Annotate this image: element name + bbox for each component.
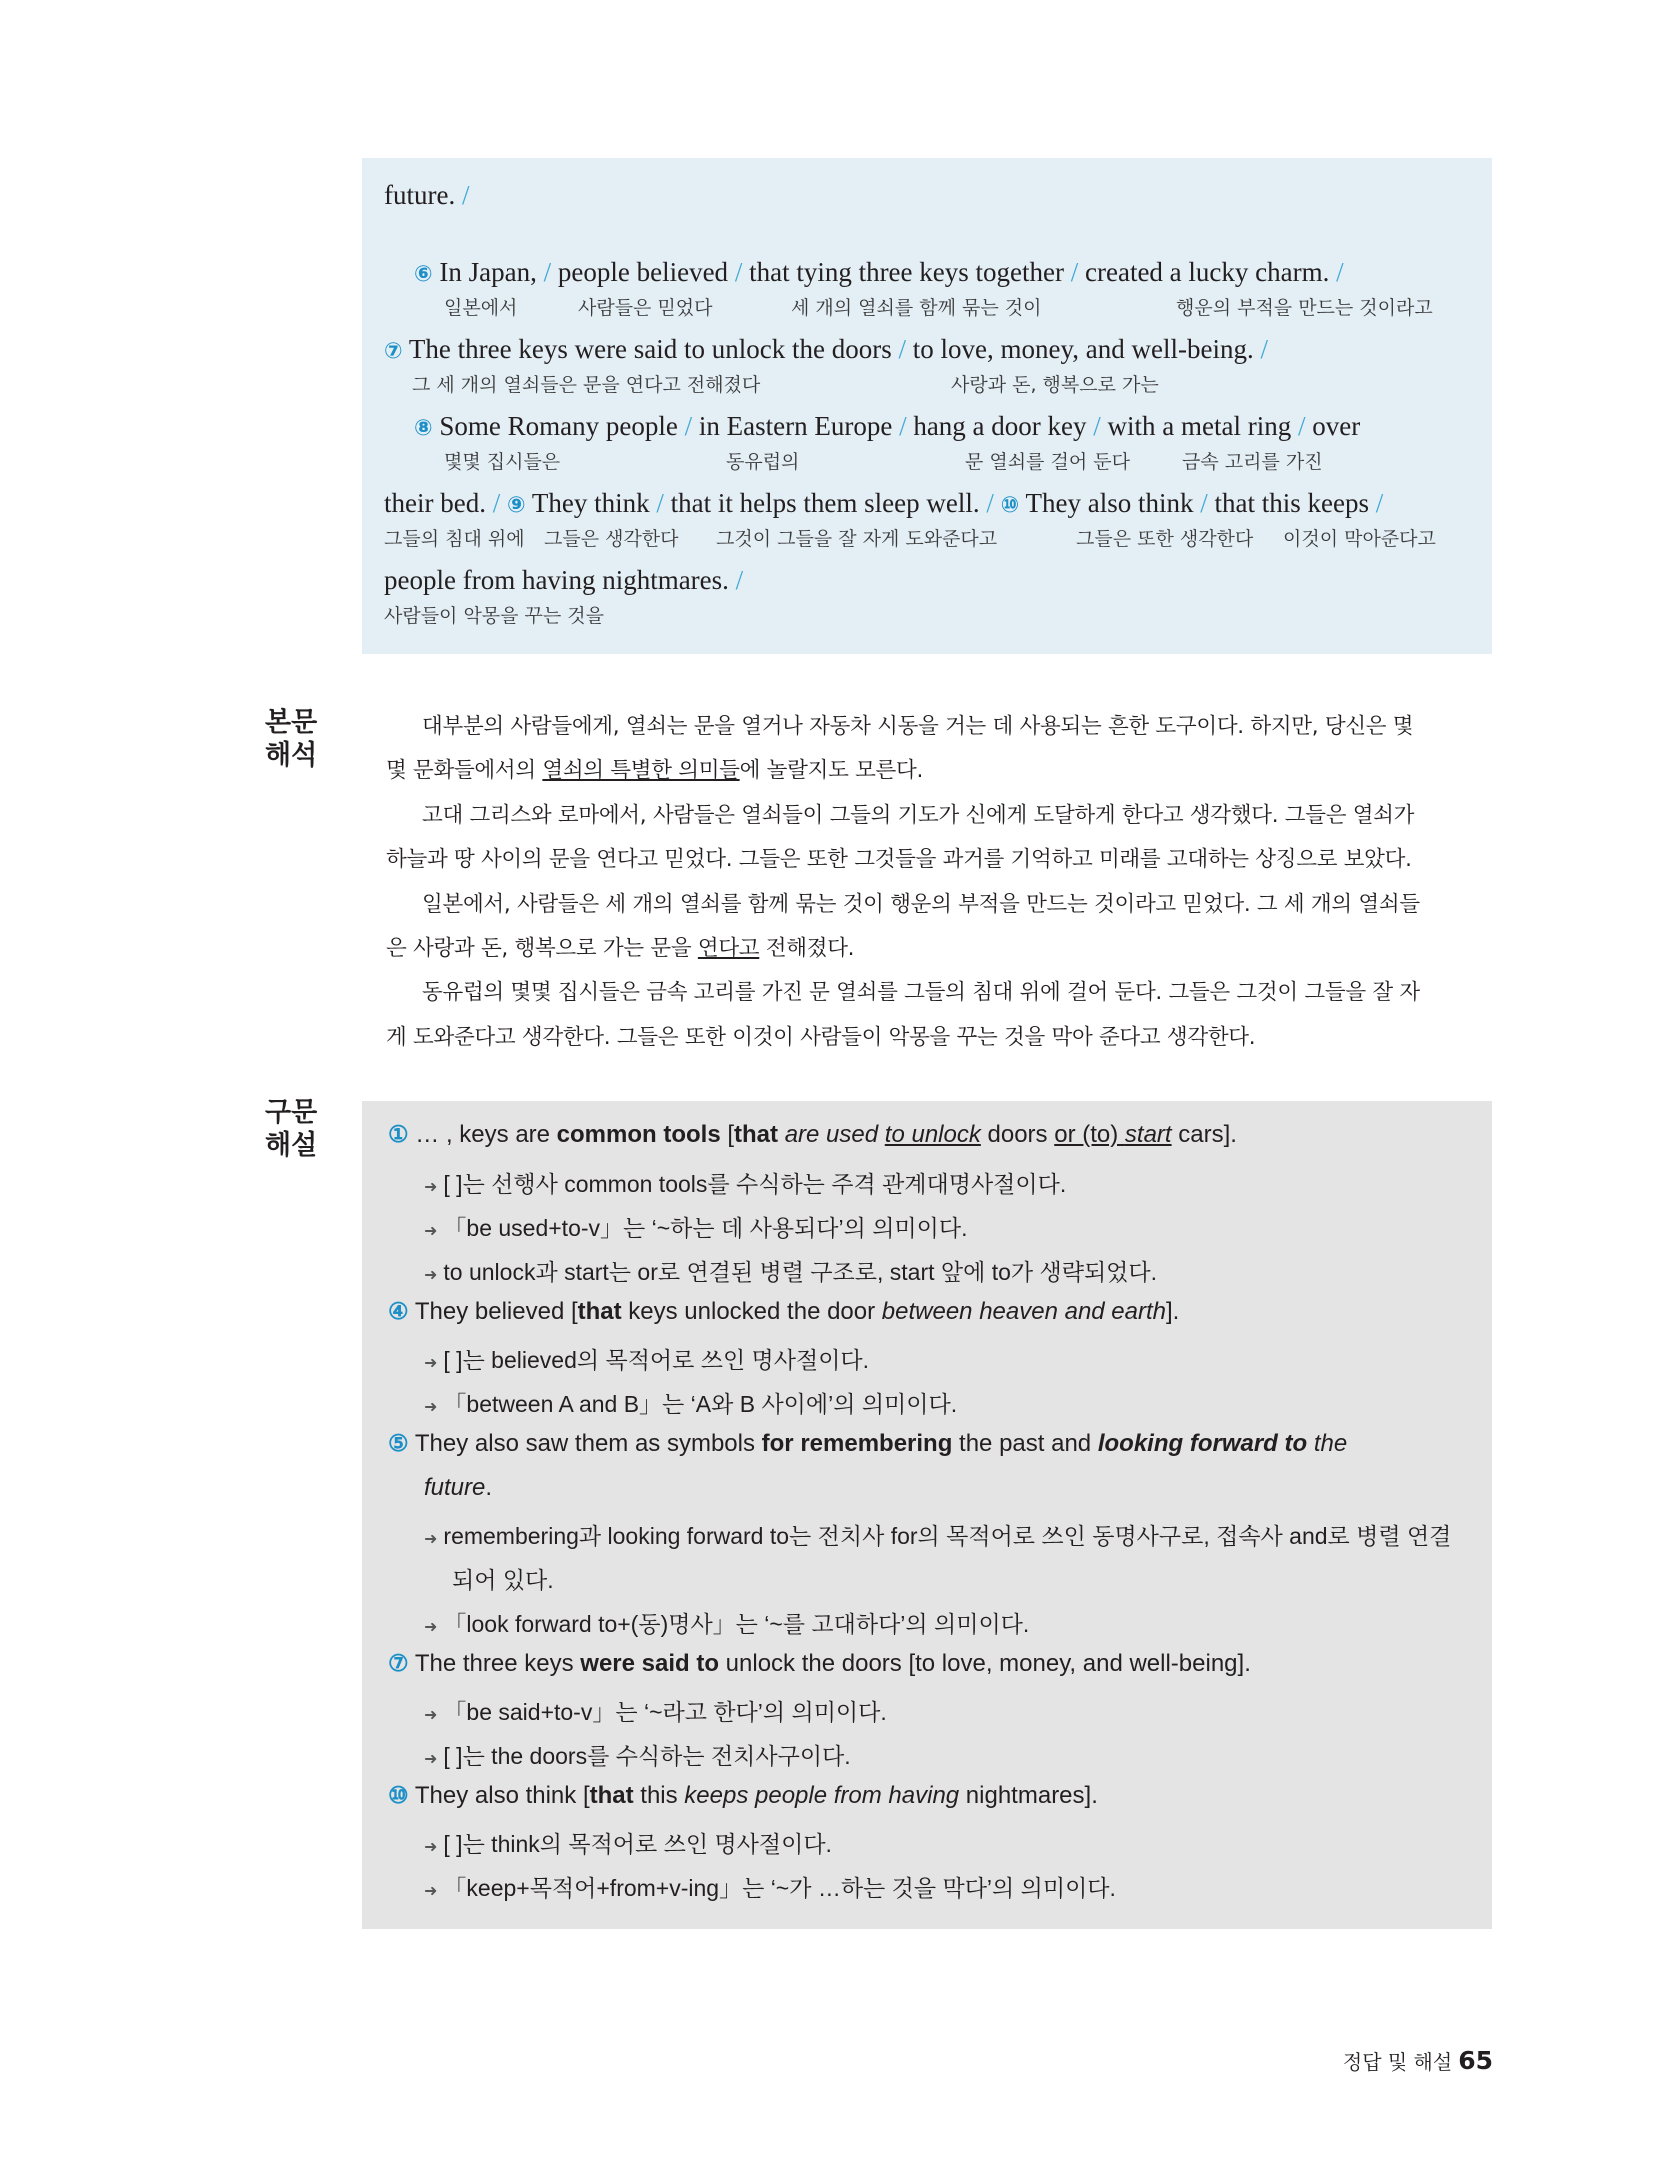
text: unlock the doors [to love, money, and well-being]. [719,1650,1251,1677]
arrow-icon: ➜ [424,1179,438,1196]
text: nightmares]. [959,1782,1098,1809]
gloss: 사람들은 믿었다 [578,297,713,319]
italic-text: between heaven and earth [881,1298,1167,1325]
arrow-icon: ➜ [424,1619,438,1636]
grammar-label [265,1096,335,1162]
arrow-icon: ➜ [424,1883,438,1900]
translation-label [265,706,335,772]
text [778,1121,785,1148]
story-line-4 [0,488,1653,550]
grammar-note [424,1210,967,1243]
translation-line: 동유럽의 몇몇 집시들은 금속 고리를 가진 문 열쇠를 그들의 침대 위에 걸어 둔다. 그들은 그것이 그들을 잘 자 [422,980,1420,1005]
grammar-note [424,1166,1066,1199]
arrow-icon: ➜ [424,1267,438,1284]
slash: / [1093,411,1101,441]
chunk: to love, money, and well-being. [912,334,1254,364]
slash: / [899,411,907,441]
chunk: in Eastern Europe [698,411,893,441]
text: The three keys [414,1650,581,1677]
grammar-note [424,1738,851,1771]
translation-line [386,931,1466,962]
slash: / [1070,257,1079,287]
gloss: 그들의 침대 위에 [384,528,525,550]
note-text: [ ]는 believed의 목적어로 쓰인 명사절이다. [443,1347,870,1373]
grammar-note [424,1826,832,1859]
slash: / [1336,257,1344,287]
grammar-note [424,1870,1116,1903]
text: keys unlocked the door [621,1298,882,1325]
italic-text: keeps people from having [684,1782,960,1809]
story-text: future. [384,180,456,210]
note-text: 「keep+목적어+from+v-ing」는 ‘~가 …하는 것을 막다’의 의미이다. [443,1875,1116,1901]
label-line: 구문 [265,1097,318,1128]
circled-number: ⑦ [388,1650,409,1676]
bold-text: that [577,1298,622,1325]
grammar-point-5 [388,1430,1347,1458]
label-line: 해석 [265,740,318,771]
slash: / [734,257,743,287]
story-line-3 [0,411,1653,473]
grammar-note [424,1694,887,1727]
grammar-note [424,1606,1029,1639]
text: They also saw them as symbols [414,1430,762,1457]
chunk: over [1312,411,1361,441]
chunk: created a lucky charm. [1085,257,1330,287]
arrow-icon: ➜ [424,1531,438,1548]
note-text: 「be used+to-v」는 ‘~하는 데 사용되다’의 의미이다. [443,1215,968,1241]
translation-line: 일본에서, 사람들은 세 개의 열쇠를 함께 묶는 것이 행운의 부적을 만드는 것이라고 믿었다. 그 세 개의 열쇠들 [422,892,1420,917]
text: 은 사랑과 돈, 행복으로 가는 문을 [386,936,698,961]
note-text: 「be said+to-v」는 ‘~라고 한다’의 의미이다. [443,1699,887,1725]
note-text: [ ]는 think의 목적어로 쓰인 명사절이다. [443,1831,832,1857]
chunk: Some Romany people [439,411,678,441]
gloss: 그들은 또한 생각한다 [1076,528,1254,550]
circled-number: ④ [388,1298,409,1324]
bold-text: that [734,1121,779,1148]
grammar-note [424,1342,869,1375]
grammar-note-cont: 되어 있다. [452,1567,554,1593]
gloss: 그 세 개의 열쇠들은 문을 연다고 전해졌다 [412,374,761,396]
slash: / [684,411,693,441]
chunk: They think [531,488,650,518]
grammar-point-4 [388,1298,1179,1326]
note-text: [ ]는 the doors를 수식하는 전치사구이다. [443,1743,851,1769]
label-line: 본문 [265,707,318,738]
italic-underlined-text: start [1124,1121,1172,1148]
chunk: people from having nightmares. [384,565,729,595]
grammar-point-5-cont [424,1474,492,1502]
arrow-icon: ➜ [424,1751,438,1768]
text: cars]. [1171,1121,1237,1148]
grammar-note [424,1518,1451,1551]
chunk: that it helps them sleep well. [670,488,980,518]
grammar-point-1 [388,1121,1237,1149]
chunk: that tying three keys together [749,257,1064,287]
text: They believed [ [414,1298,578,1325]
underlined-text: or (to) [1054,1121,1125,1148]
slash: / [656,488,664,518]
bold-text: common tools [556,1121,721,1148]
bold-text: were said to [580,1650,719,1677]
page-number: 65 [1458,2046,1493,2075]
text [878,1121,885,1148]
chunk: hang a door key [913,411,1087,441]
underlined-text: 연다고 [697,936,760,961]
gloss: 세 개의 열쇠를 함께 묶는 것이 [791,297,1042,319]
grammar-point-10 [388,1782,1098,1810]
note-text: [ ]는 선행사 common tools를 수식하는 주격 관계대명사절이다. [443,1171,1067,1197]
translation-line: 하늘과 땅 사이의 문을 연다고 믿었다. 그들은 또한 그것들을 과거를 기억하고 미래를 고대하는 상징으로 보았다. [386,847,1412,872]
chunk: In Japan, [439,257,537,287]
slash: / [898,334,907,364]
underlined-text: 열쇠의 특별한 의미들 [542,758,740,783]
italic-text: future [424,1474,486,1501]
text: They also think [ [414,1782,590,1809]
chunk: They also think [1025,488,1194,518]
circled-number: ① [388,1121,409,1147]
text: 몇 문화들에서의 [386,758,543,783]
gloss: 문 열쇠를 걸어 둔다 [965,451,1130,473]
footer-label: 정답 및 해설 [1342,2050,1453,2074]
bold-italic-text: looking forward to [1097,1430,1308,1457]
arrow-icon: ➜ [424,1707,438,1724]
circled-number: ⑤ [388,1430,409,1456]
chunk: The three keys were said to unlock the doors [408,334,892,364]
gloss: 일본에서 [444,297,518,319]
text: this [633,1782,685,1809]
text: the past and [952,1430,1098,1457]
sentence-number: ⑧ [414,416,433,441]
grammar-note [424,1386,957,1419]
italic-text: the [1307,1430,1348,1457]
arrow-icon: ➜ [424,1355,438,1372]
page-footer [1343,2046,1493,2075]
italic-text: are used [784,1121,879,1148]
gloss: 사람들이 악몽을 꾸는 것을 [384,605,605,627]
slash: / [1298,411,1306,441]
chunk: their bed. [384,488,486,518]
slash: / [1260,334,1268,364]
gloss: 이것이 막아준다고 [1283,528,1436,550]
text: 에 놀랄지도 모른다. [739,758,924,783]
translation-line: 게 도와준다고 생각한다. 그들은 또한 이것이 사람들이 악몽을 꾸는 것을 막아 준다고 생각한다. [386,1025,1256,1050]
chunk: that this keeps [1214,488,1369,518]
story-line-0 [0,180,1653,220]
slash: / [735,565,744,595]
bold-text: for remembering [761,1430,953,1457]
gloss: 그것이 그들을 잘 자게 도와준다고 [716,528,998,550]
text: . [485,1474,493,1501]
text: 전해졌다. [759,936,855,961]
gloss: 사랑과 돈, 행복으로 가는 [951,374,1159,396]
chunk: with a metal ring [1107,411,1292,441]
grammar-point-7 [388,1650,1251,1678]
sentence-number: ⑥ [414,262,433,287]
slash: / [492,488,501,518]
translation-line: 대부분의 사람들에게, 열쇠는 문을 열거나 자동차 시동을 거는 데 사용되는 흔한 도구이다. 하지만, 당신은 몇 [422,714,1414,739]
slash: / [986,488,994,518]
grammar-note [424,1254,1157,1287]
note-text: 「look forward to+(동)명사」는 ‘~를 고대하다’의 의미이다. [443,1611,1030,1637]
story-line-1 [0,257,1653,319]
bold-text: that [589,1782,634,1809]
slash: / [1200,488,1208,518]
slash: / [543,257,552,287]
chunk: people believed [557,257,729,287]
gloss: 그들은 생각한다 [544,528,679,550]
gloss: 동유럽의 [726,451,800,473]
translation-line [386,753,1466,784]
sentence-number: ⑨ [506,493,526,518]
gloss: 금속 고리를 가진 [1182,451,1323,473]
gloss: 행운의 부적을 만드는 것이라고 [1176,297,1433,319]
circled-number: ⑩ [388,1782,409,1808]
arrow-icon: ➜ [424,1839,438,1856]
sentence-number: ⑦ [384,339,403,364]
translation-line: 고대 그리스와 로마에서, 사람들은 열쇠들이 그들의 기도가 신에게 도달하게 한다고 생각했다. 그들은 열쇠가 [422,803,1415,828]
arrow-icon: ➜ [424,1223,438,1240]
gloss: 몇몇 집시들은 [444,451,561,473]
text: … , keys are [415,1121,557,1148]
arrow-icon: ➜ [424,1399,438,1416]
story-line-5 [0,565,1653,627]
sentence-number: ⑩ [1000,493,1020,518]
italic-underlined-text: to unlock [884,1121,981,1148]
slash: / [1375,488,1384,518]
note-text: remembering과 looking forward to는 전치사 for의 목적어로 쓰인 동명사구로, 접속사 and로 병렬 연결 [443,1523,1452,1549]
label-line: 해설 [265,1130,318,1161]
note-text: 「between A and B」는 ‘A와 B 사이에’의 의미이다. [443,1391,958,1417]
text: [ [720,1121,735,1148]
slash: / [461,180,470,210]
text: doors [980,1121,1055,1148]
note-text: to unlock과 start는 or로 연결된 병렬 구조로, start 앞에 to가 생략되었다. [443,1259,1157,1285]
text: ]. [1166,1298,1180,1325]
story-line-2 [0,334,1653,396]
